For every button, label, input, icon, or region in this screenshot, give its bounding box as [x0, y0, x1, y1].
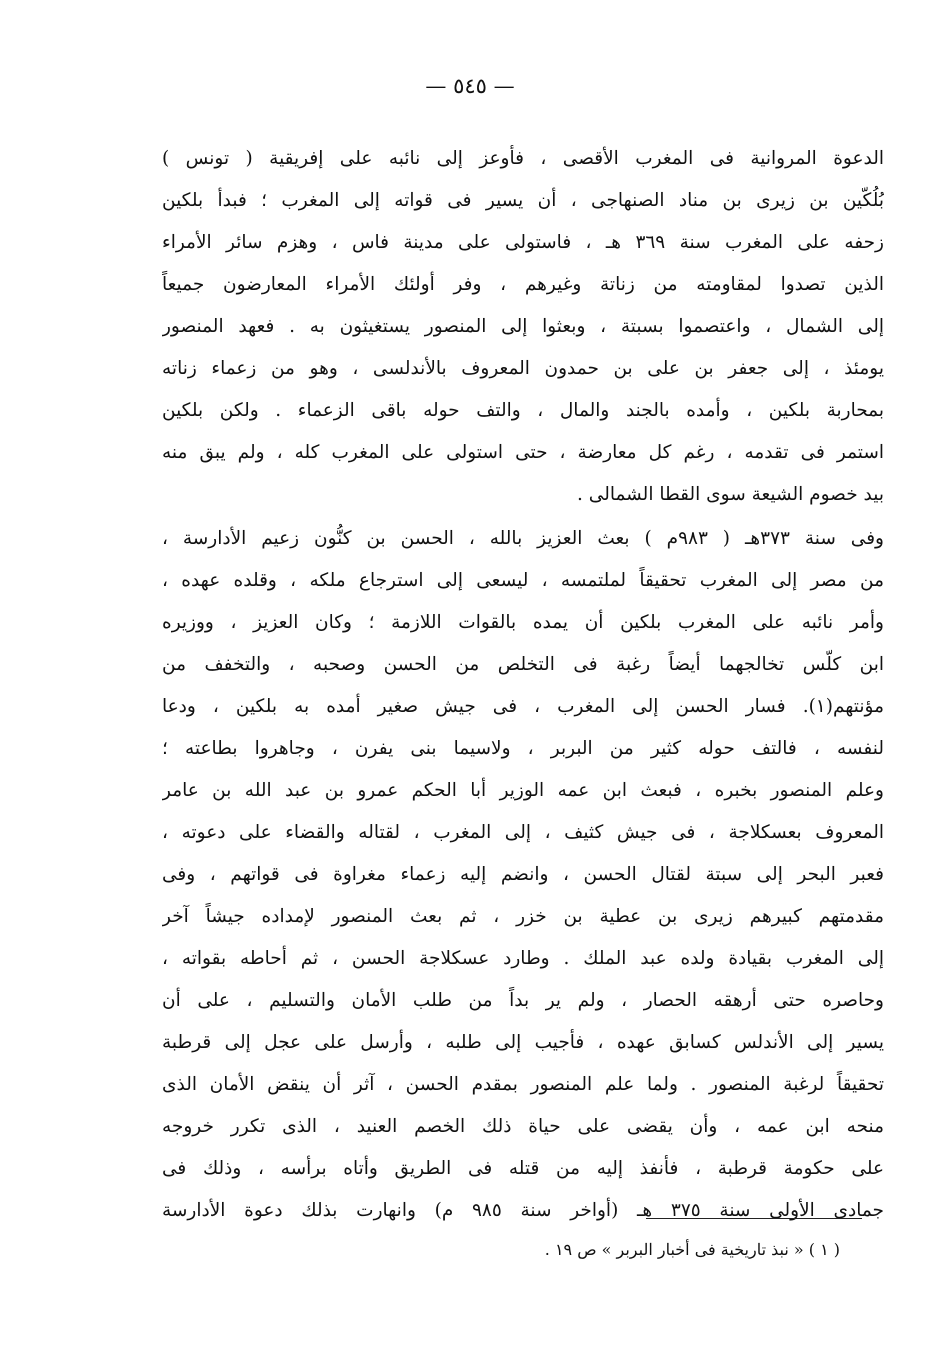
text-line: وحاصره حتى أرهقه الحصار ، ولم ير بداً من طلب الأمان والتسليم ، على أن	[162, 990, 884, 1011]
text-line: ابن كلّس تخالجهما أيضاً رغبة فى التخلص من الحسن وصحبه ، والتخفف من	[162, 654, 884, 675]
text-line: الذين تصدوا لمقاومته من زناتة وغيرهم ، وفر أولئك الأمراء المعارضون جميعاً	[162, 274, 884, 295]
paragraph-2	[162, 518, 884, 1232]
text-line: المعروف بعسكلاجة ، فى جيش كثيف ، إلى المغرب ، لقتاله والقضاء على دعوته ،	[162, 822, 884, 843]
text-line: وعلم المنصور بخبره ، فبعث ابن عمه الوزير أبا الحكم عمرو بن عبد الله بن عامر	[162, 780, 884, 801]
text-line: على حكومة قرطبة ، فأنفذ إليه من قتله فى الطريق وأتاه برأسه ، وذلك فى	[162, 1158, 884, 1179]
text-line: الدعوة المروانية فى المغرب الأقصى ، فأوعز إلى نائبه على إفريقية ( تونس )	[162, 148, 884, 169]
text-line: فعبر البحر إلى سبتة لقتال الحسن ، وانضم إليه زعماء مغراوة فى قواتهم ، وفى	[162, 864, 884, 885]
text-line: يسير إلى الأندلس كسابق عهده ، فأجيب إلى طلبه ، وأرسل على عجل إلى قرطبة	[162, 1032, 884, 1053]
text-line: استمر فى تقدمه ، رغم كل معارضة ، حتى استولى على المغرب كله ، ولم يبق منه	[162, 442, 884, 463]
text-line: بُلُكّين بن زيرى بن مناد الصنهاجى ، أن يسير فى قواته إلى المغرب ؛ فبدأ بلكين	[162, 190, 884, 211]
text-line: يومئذ ، إلى جعفر بن على بن حمدون المعروف بالأندلسى ، وهو من زعماء زناته	[162, 358, 884, 379]
text-line: مقدمتهم كبيرهم زيرى بن عطية بن خزر ، ثم بعث المنصور لإمداده جيشاً آخر	[162, 906, 884, 927]
text-line: مؤنتهم(١). فسار الحسن إلى المغرب ، فى جيش صغير أمده به بلكين ، ودعا	[162, 696, 884, 717]
page-number: — ٥٤٥ —	[425, 74, 515, 98]
text-line: إلى الشمال ، واعتصموا بسبتة ، وبعثوا إلى المنصور يستغيثون به . فعهد المنصور	[162, 316, 884, 337]
footnote-divider	[646, 1218, 862, 1219]
footnote: ( ١ ) « نبذ تاريخية فى أخبار البربر » ص ١٩ .	[544, 1240, 840, 1259]
text-line: تحقيقاً لرغبة المنصور . ولما علم المنصور بمقدم الحسن ، آثر أن ينقض الأمان الذى	[162, 1074, 884, 1095]
text-line: زحفه على المغرب سنة ٣٦٩ هـ ، فاستولى على مدينة فاس ، وهزم سائر الأمراء	[162, 232, 884, 253]
text-line: بيد خصوم الشيعة سوى القطا الشمالى .	[577, 484, 884, 505]
text-line: من مصر إلى المغرب تحقيقاً لملتمسه ، ليسعى إلى استرجاع ملكه ، وقلده عهده ،	[162, 570, 884, 591]
text-line: وأمر نائبه على المغرب بلكين أن يمده بالقوات اللازمة ؛ وكان العزيز ، ووزيره	[162, 612, 884, 633]
text-line: وفى سنة ٣٧٣هـ ( ٩٨٣م ) بعث العزيز بالله ، الحسن بن كنُّون زعيم الأدارسة ،	[162, 528, 884, 549]
text-line: بمحاربة بلكين ، وأمده بالجند والمال ، والتف حوله باقى الزعماء . ولكن بلكين	[162, 400, 884, 421]
text-line: لنفسه ، فالتف حوله كثير من البربر ، ولاسيما بنى يفرن ، وجاهروا بطاعته ؛	[162, 738, 884, 759]
text-line: جمادى الأولى سنة ٣٧٥ هـ (أواخر سنة ٩٨٥ م) وانهارت بذلك دعوة الأدارسة	[162, 1200, 884, 1221]
paragraph-1	[162, 138, 884, 516]
text-line: منحه ابن عمه ، وأن يقضى على حياة ذلك الخصم العنيد ، الذى تكرر خروجه	[162, 1116, 884, 1137]
text-line: إلى المغرب بقيادة ولده عبد الملك . وطارد عسكلاجة الحسن ، ثم أحاطه بقواته ،	[162, 948, 884, 969]
